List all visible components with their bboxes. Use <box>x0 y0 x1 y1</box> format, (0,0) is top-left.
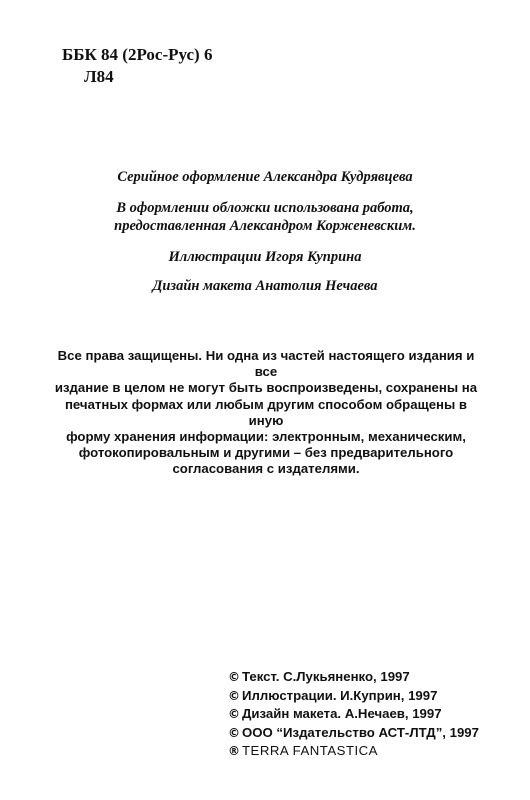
copyright-line: Текст. С.Лукьяненко, 1997 <box>242 669 410 684</box>
bbk-code: ББК 84 (2Рос-Рус) 6 <box>62 45 213 64</box>
copyright-icon: © <box>228 707 240 722</box>
layout-design-text: Дизайн макета Анатолия Нечаева <box>152 278 378 294</box>
cover-credit <box>60 199 470 235</box>
publisher-logo: TERRA FANTASTICA <box>242 743 378 759</box>
rights-line: форму хранения информации: электронным, механическим, <box>66 429 466 445</box>
publisher-logo-line <box>228 742 479 761</box>
copyright-publisher <box>228 724 479 743</box>
series-design-credit <box>60 168 470 186</box>
rights-notice <box>46 348 486 478</box>
cover-credit-line-1: В оформлении обложки использована работа, <box>116 200 414 216</box>
copyright-icon: © <box>228 725 240 740</box>
copyright-text <box>228 668 479 687</box>
rights-line: согласования с издателями. <box>172 461 360 477</box>
bbk-classification <box>62 44 212 88</box>
author-mark: Л84 <box>84 67 114 86</box>
rights-line: фотокопировальным и другими – без предварительного <box>78 445 454 461</box>
registered-icon: ® <box>228 744 240 759</box>
copyright-icon: © <box>228 688 240 703</box>
illustrations-text: Иллюстрации Игоря Куприна <box>168 249 362 265</box>
copyright-line: Иллюстрации. И.Куприн, 1997 <box>242 687 438 703</box>
layout-design-credit <box>60 277 470 295</box>
rights-line: издание в целом не могут быть воспроизведены, сохранены на <box>54 380 478 396</box>
copyright-block <box>228 668 479 761</box>
rights-line: печатных формах или любым другим способом обращены в иную <box>64 396 468 428</box>
copyright-line: ООО “Издательство АСТ-ЛТД”, 1997 <box>242 724 479 740</box>
copyright-illustrations <box>228 687 479 706</box>
copyright-line: Дизайн макета. А.Нечаев, 1997 <box>242 706 442 722</box>
copyright-icon: © <box>228 670 240 684</box>
illustrations-credit <box>60 248 470 266</box>
rights-line: Все права защищены. Ни одна из частей настоящего издания и все <box>57 348 475 380</box>
cover-credit-line-2: предоставленная Александром Корженевским. <box>114 218 416 234</box>
copyright-layout <box>228 705 479 724</box>
series-design-text: Серийное оформление Александра Кудрявцева <box>117 169 413 185</box>
